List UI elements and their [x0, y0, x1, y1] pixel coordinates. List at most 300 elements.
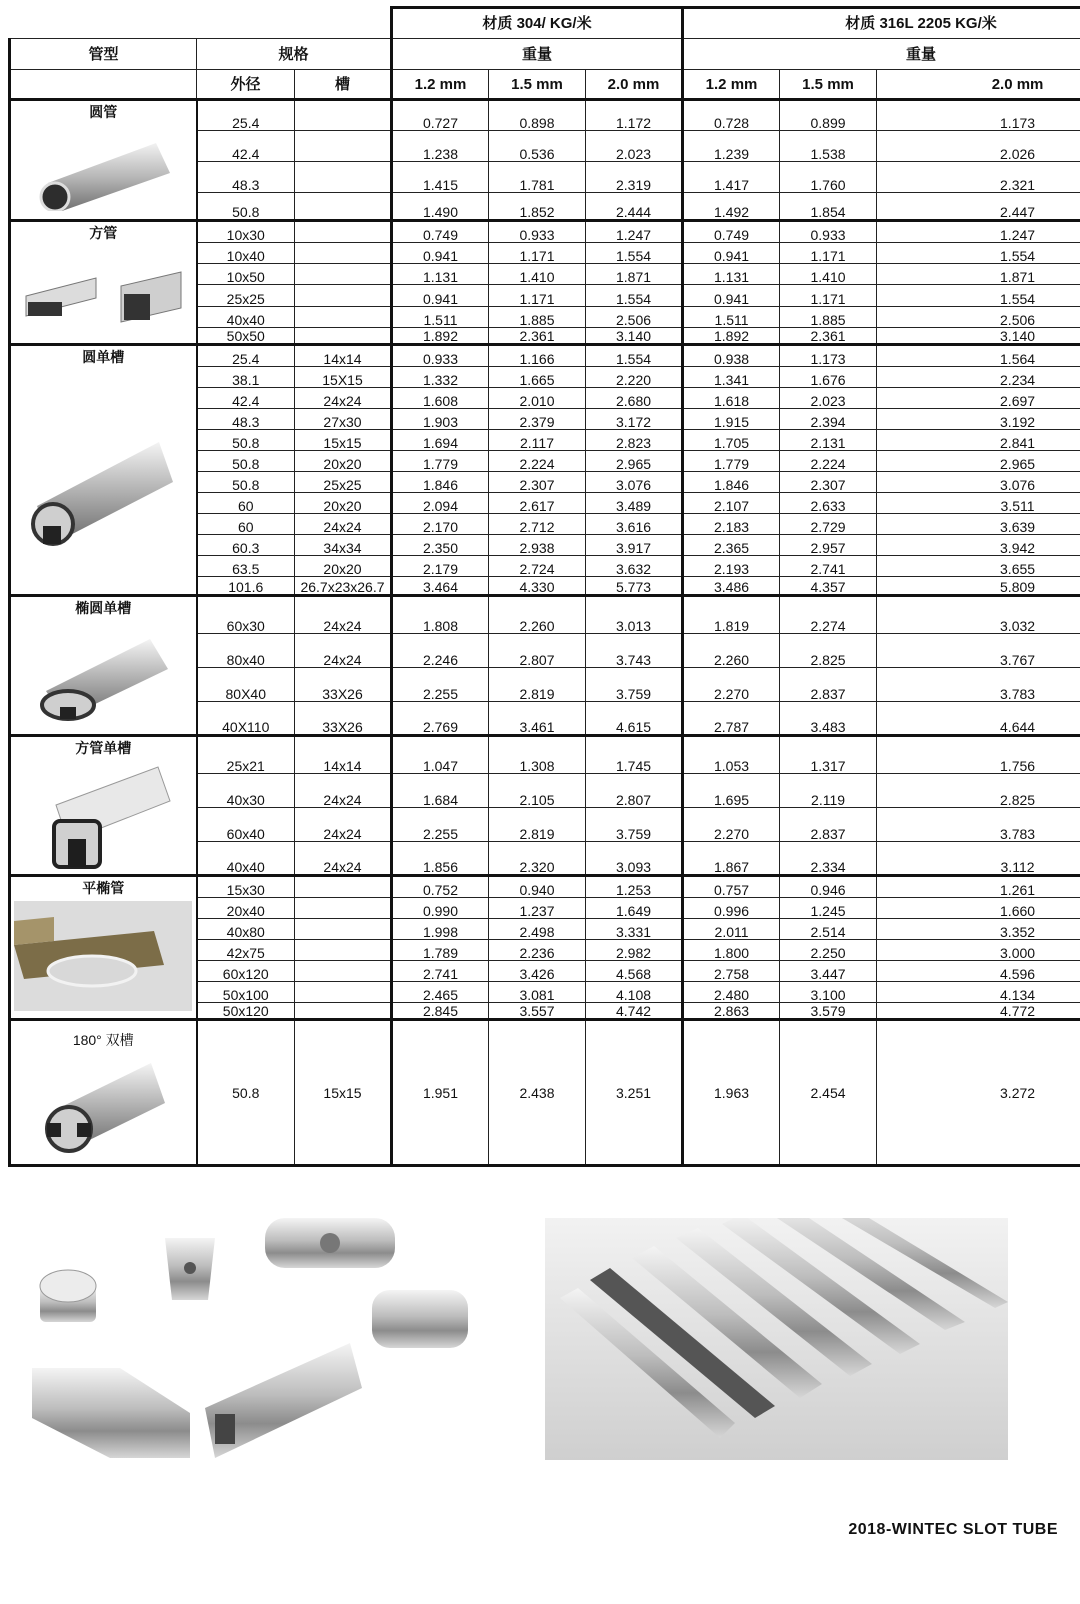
weight-cell: 3.783	[877, 808, 1080, 842]
weight-cell: 3.511	[877, 493, 1080, 514]
outer-diameter-cell: 42.4	[197, 388, 295, 409]
weight-cell: 3.100	[780, 982, 877, 1003]
weight-cell: 1.239	[683, 131, 780, 162]
weight-cell: 1.819	[683, 596, 780, 634]
weight-cell: 1.415	[392, 162, 489, 193]
weight-cell: 2.758	[683, 961, 780, 982]
weight-cell: 1.871	[586, 264, 683, 285]
outer-diameter-cell: 40x40	[197, 842, 295, 876]
weight-cell: 1.317	[780, 736, 877, 774]
outer-diameter-cell: 50x50	[197, 328, 295, 345]
table-row	[10, 345, 1080, 367]
weight-cell: 5.773	[586, 577, 683, 596]
weight-cell: 5.809	[877, 577, 1080, 596]
slot-cell	[295, 328, 392, 345]
weight-cell: 1.660	[877, 898, 1080, 919]
category-cell	[10, 221, 197, 345]
slot-cell	[295, 285, 392, 307]
weight-cell: 2.350	[392, 535, 489, 556]
weight-cell: 3.447	[780, 961, 877, 982]
weight-cell: 1.892	[683, 328, 780, 345]
weight-cell: 2.321	[877, 162, 1080, 193]
weight-cell: 2.260	[489, 596, 586, 634]
weight-cell: 1.695	[683, 774, 780, 808]
table-row	[10, 596, 1080, 634]
tube-type-header: 管型	[10, 39, 197, 70]
end-cap-fitting	[40, 1270, 96, 1322]
weight-header-316: 重量	[683, 39, 1080, 70]
weight-cell: 2.361	[489, 328, 586, 345]
weight-cell: 4.615	[586, 702, 683, 736]
weight-cell: 3.579	[780, 1003, 877, 1020]
slot-cell: 20x20	[295, 451, 392, 472]
weight-cell: 1.308	[489, 736, 586, 774]
weight-cell: 3.483	[780, 702, 877, 736]
weight-cell: 1.490	[392, 193, 489, 221]
weight-cell: 1.756	[877, 736, 1080, 774]
slot-cell	[295, 876, 392, 898]
weight-cell: 1.173	[780, 345, 877, 367]
weight-cell: 1.131	[683, 264, 780, 285]
slot-cell	[295, 264, 392, 285]
weight-cell: 2.787	[683, 702, 780, 736]
weight-cell: 1.173	[877, 100, 1080, 131]
weight-cell: 2.825	[877, 774, 1080, 808]
weight-header-304: 重量	[392, 39, 683, 70]
weight-cell: 2.957	[780, 535, 877, 556]
outer-diameter-cell: 40x30	[197, 774, 295, 808]
weight-cell: 0.941	[683, 243, 780, 264]
weight-cell: 3.464	[392, 577, 489, 596]
weight-cell: 3.759	[586, 668, 683, 702]
weight-cell: 1.608	[392, 388, 489, 409]
weight-cell: 3.076	[586, 472, 683, 493]
slot-cell: 24x24	[295, 596, 392, 634]
weight-cell: 4.644	[877, 702, 1080, 736]
weight-cell: 2.179	[392, 556, 489, 577]
slot-cell	[295, 162, 392, 193]
weight-cell: 3.076	[877, 472, 1080, 493]
bracket-fitting	[165, 1238, 215, 1300]
weight-cell: 1.852	[489, 193, 586, 221]
weight-cell: 2.617	[489, 493, 586, 514]
weight-cell: 1.885	[489, 307, 586, 328]
weight-cell: 2.480	[683, 982, 780, 1003]
category-cell	[10, 736, 197, 876]
slot-cell	[295, 100, 392, 131]
outer-diameter-cell: 63.5	[197, 556, 295, 577]
weight-cell: 3.112	[877, 842, 1080, 876]
weight-cell: 3.352	[877, 919, 1080, 940]
category-cell	[10, 876, 197, 1020]
weight-cell: 1.171	[780, 243, 877, 264]
slot-cell	[295, 193, 392, 221]
weight-cell: 0.938	[683, 345, 780, 367]
outer-diameter-cell: 40x80	[197, 919, 295, 940]
weight-cell: 2.447	[877, 193, 1080, 221]
weight-cell: 1.554	[586, 243, 683, 264]
weight-cell: 1.951	[392, 1020, 489, 1166]
table-row	[10, 1020, 1080, 1166]
weight-cell: 2.841	[877, 430, 1080, 451]
category-name: 180° 双槽	[72, 1032, 134, 1048]
weight-cell: 2.193	[683, 556, 780, 577]
weight-cell: 2.365	[683, 535, 780, 556]
weight-cell: 2.498	[489, 919, 586, 940]
slot-cell: 24x24	[295, 514, 392, 535]
weight-cell: 3.639	[877, 514, 1080, 535]
category-name: 方管单槽	[75, 740, 132, 756]
table-row	[10, 100, 1080, 131]
weight-cell: 3.743	[586, 634, 683, 668]
weight-cell: 3.140	[586, 328, 683, 345]
weight-cell: 1.171	[489, 285, 586, 307]
outer-diameter-cell: 10x50	[197, 264, 295, 285]
slot-cell: 27x30	[295, 409, 392, 430]
caption: 2018-WINTEC SLOT TUBE	[848, 1521, 1058, 1538]
category-name: 平椭管	[82, 880, 125, 896]
outer-diameter-cell: 40X110	[197, 702, 295, 736]
weight-cell: 1.892	[392, 328, 489, 345]
weight-cell: 2.236	[489, 940, 586, 961]
weight-cell: 1.410	[489, 264, 586, 285]
slot-cell: 24x24	[295, 842, 392, 876]
category-cell	[10, 596, 197, 736]
weight-cell: 1.053	[683, 736, 780, 774]
slot-cell: 34x34	[295, 535, 392, 556]
thickness-header: 1.5 mm	[489, 70, 586, 100]
double-slot-tube-icon	[11, 1053, 196, 1153]
weight-cell: 2.011	[683, 919, 780, 940]
outer-diameter-cell: 50.8	[197, 451, 295, 472]
weight-cell: 2.026	[877, 131, 1080, 162]
weight-table	[8, 6, 1080, 1167]
weight-cell: 3.172	[586, 409, 683, 430]
weight-cell: 4.568	[586, 961, 683, 982]
outer-diameter-cell: 42x75	[197, 940, 295, 961]
slot-cell: 20x20	[295, 556, 392, 577]
weight-cell: 1.915	[683, 409, 780, 430]
weight-cell: 1.554	[877, 285, 1080, 307]
weight-cell: 0.749	[683, 221, 780, 243]
weight-cell: 3.013	[586, 596, 683, 634]
weight-cell: 1.781	[489, 162, 586, 193]
outer-diameter-cell: 38.1	[197, 367, 295, 388]
thickness-header: 2.0 mm	[877, 70, 1080, 100]
weight-cell: 0.933	[489, 221, 586, 243]
weight-cell: 2.307	[489, 472, 586, 493]
weight-cell: 1.417	[683, 162, 780, 193]
weight-cell: 2.965	[877, 451, 1080, 472]
weight-cell: 2.255	[392, 668, 489, 702]
weight-cell: 0.946	[780, 876, 877, 898]
outer-diameter-cell: 50.8	[197, 472, 295, 493]
weight-cell: 3.272	[877, 1020, 1080, 1166]
weight-cell: 1.779	[683, 451, 780, 472]
weight-cell: 2.379	[489, 409, 586, 430]
weight-cell: 0.940	[489, 876, 586, 898]
weight-cell: 1.846	[392, 472, 489, 493]
weight-cell: 1.554	[586, 345, 683, 367]
weight-cell: 0.899	[780, 100, 877, 131]
weight-cell: 2.982	[586, 940, 683, 961]
weight-cell: 2.394	[780, 409, 877, 430]
weight-cell: 3.942	[877, 535, 1080, 556]
weight-cell: 0.941	[683, 285, 780, 307]
slot-tube-section	[205, 1343, 362, 1458]
weight-cell: 2.514	[780, 919, 877, 940]
slot-tube-lineup-photo	[545, 1218, 1008, 1460]
weight-cell: 4.134	[877, 982, 1080, 1003]
weight-cell: 1.789	[392, 940, 489, 961]
outer-diameter-cell: 50.8	[197, 430, 295, 451]
weight-cell: 2.633	[780, 493, 877, 514]
slot-cell: 33X26	[295, 668, 392, 702]
category-cell	[10, 1020, 197, 1166]
slot-cell: 15x15	[295, 430, 392, 451]
weight-cell: 2.117	[489, 430, 586, 451]
outer-diameter-cell: 25.4	[197, 100, 295, 131]
weight-cell: 1.665	[489, 367, 586, 388]
blank-header-cell	[10, 70, 197, 100]
oval-slot-tube-icon	[11, 621, 196, 721]
table-row	[10, 736, 1080, 774]
weight-cell: 3.093	[586, 842, 683, 876]
weight-cell: 0.996	[683, 898, 780, 919]
weight-cell: 2.255	[392, 808, 489, 842]
weight-cell: 1.492	[683, 193, 780, 221]
weight-cell: 3.767	[877, 634, 1080, 668]
outer-diameter-cell: 60x40	[197, 808, 295, 842]
weight-cell: 2.224	[489, 451, 586, 472]
weight-cell: 1.410	[780, 264, 877, 285]
weight-cell: 2.506	[586, 307, 683, 328]
weight-cell: 4.108	[586, 982, 683, 1003]
weight-cell: 1.131	[392, 264, 489, 285]
weight-cell: 1.705	[683, 430, 780, 451]
category-name: 圆管	[89, 104, 118, 120]
weight-cell: 1.800	[683, 940, 780, 961]
weight-cell: 2.010	[489, 388, 586, 409]
weight-cell: 2.697	[877, 388, 1080, 409]
weight-cell: 0.941	[392, 243, 489, 264]
thickness-header: 2.0 mm	[586, 70, 683, 100]
weight-cell: 2.224	[780, 451, 877, 472]
outer-diameter-cell: 60.3	[197, 535, 295, 556]
weight-cell: 1.253	[586, 876, 683, 898]
weight-cell: 1.694	[392, 430, 489, 451]
weight-cell: 0.728	[683, 100, 780, 131]
weight-cell: 0.933	[780, 221, 877, 243]
weight-cell: 2.105	[489, 774, 586, 808]
weight-cell: 3.331	[586, 919, 683, 940]
outer-diameter-cell: 101.6	[197, 577, 295, 596]
weight-cell: 2.107	[683, 493, 780, 514]
weight-cell: 2.094	[392, 493, 489, 514]
weight-cell: 1.856	[392, 842, 489, 876]
weight-cell: 2.863	[683, 1003, 780, 1020]
weight-cell: 1.745	[586, 736, 683, 774]
outer-diameter-cell: 50.8	[197, 1020, 295, 1166]
corner-elbow-fitting	[32, 1368, 190, 1458]
outer-diameter-cell: 25x25	[197, 285, 295, 307]
slot-cell: 15x15	[295, 1020, 392, 1166]
weight-cell: 0.727	[392, 100, 489, 131]
weight-cell: 2.307	[780, 472, 877, 493]
weight-cell: 1.779	[392, 451, 489, 472]
weight-cell: 2.837	[780, 668, 877, 702]
outer-diameter-header: 外径	[197, 70, 295, 100]
weight-cell: 3.032	[877, 596, 1080, 634]
weight-cell: 1.998	[392, 919, 489, 940]
weight-cell: 2.320	[489, 842, 586, 876]
category-cell	[10, 100, 197, 221]
weight-cell: 2.170	[392, 514, 489, 535]
weight-cell: 3.917	[586, 535, 683, 556]
outer-diameter-cell: 20x40	[197, 898, 295, 919]
weight-cell: 3.486	[683, 577, 780, 596]
weight-cell: 2.131	[780, 430, 877, 451]
weight-cell: 4.357	[780, 577, 877, 596]
weight-cell: 2.938	[489, 535, 586, 556]
accessories-photo-strip	[0, 1218, 1080, 1518]
weight-cell: 1.867	[683, 842, 780, 876]
slot-cell: 24x24	[295, 808, 392, 842]
weight-cell: 3.426	[489, 961, 586, 982]
slot-cell	[295, 898, 392, 919]
weight-cell: 0.941	[392, 285, 489, 307]
weight-cell: 1.247	[877, 221, 1080, 243]
slot-cell: 15X15	[295, 367, 392, 388]
category-name: 方管	[89, 225, 118, 241]
thickness-header: 1.2 mm	[683, 70, 780, 100]
weight-cell: 3.557	[489, 1003, 586, 1020]
weight-cell: 1.247	[586, 221, 683, 243]
weight-cell: 2.023	[586, 131, 683, 162]
slot-cell	[295, 919, 392, 940]
square-tube-icon	[11, 246, 196, 328]
weight-cell: 1.341	[683, 367, 780, 388]
weight-cell: 2.260	[683, 634, 780, 668]
slot-cell	[295, 961, 392, 982]
outer-diameter-cell: 60x30	[197, 596, 295, 634]
weight-cell: 2.823	[586, 430, 683, 451]
weight-cell: 1.511	[392, 307, 489, 328]
weight-cell: 2.454	[780, 1020, 877, 1166]
slot-cell	[295, 221, 392, 243]
weight-cell: 0.898	[489, 100, 586, 131]
table-row	[10, 876, 1080, 898]
table-row	[10, 221, 1080, 243]
slot-cell: 24x24	[295, 388, 392, 409]
weight-cell: 2.724	[489, 556, 586, 577]
weight-cell: 2.807	[489, 634, 586, 668]
weight-cell: 4.330	[489, 577, 586, 596]
square-slot-tube-icon	[11, 761, 196, 871]
weight-cell: 1.237	[489, 898, 586, 919]
weight-cell: 2.334	[780, 842, 877, 876]
weight-cell: 3.489	[586, 493, 683, 514]
weight-cell: 1.047	[392, 736, 489, 774]
weight-cell: 1.172	[586, 100, 683, 131]
weight-cell: 2.444	[586, 193, 683, 221]
material-304-header: 材质 304/ KG/米	[392, 8, 683, 39]
weight-cell: 1.760	[780, 162, 877, 193]
weight-cell: 2.741	[392, 961, 489, 982]
outer-diameter-cell: 50.8	[197, 193, 295, 221]
weight-cell: 3.251	[586, 1020, 683, 1166]
weight-cell: 2.250	[780, 940, 877, 961]
round-tube-icon	[11, 125, 196, 211]
flat-oval-tube-icon	[11, 901, 196, 1011]
slot-cell: 26.7x23x26.7	[295, 577, 392, 596]
weight-cell: 2.769	[392, 702, 489, 736]
slot-cell	[295, 982, 392, 1003]
weight-cell: 1.676	[780, 367, 877, 388]
outer-diameter-cell: 50x100	[197, 982, 295, 1003]
weight-cell: 1.618	[683, 388, 780, 409]
spec-header: 规格	[197, 39, 392, 70]
weight-cell: 2.807	[586, 774, 683, 808]
weight-cell: 2.246	[392, 634, 489, 668]
weight-cell: 3.616	[586, 514, 683, 535]
blank-corner	[10, 8, 392, 39]
weight-cell: 1.871	[877, 264, 1080, 285]
outer-diameter-cell: 60x120	[197, 961, 295, 982]
weight-cell: 0.749	[392, 221, 489, 243]
slot-cell: 14x14	[295, 345, 392, 367]
connector-fitting	[372, 1290, 468, 1348]
adjustable-elbow-fitting	[265, 1218, 395, 1268]
weight-cell: 1.564	[877, 345, 1080, 367]
thickness-header: 1.5 mm	[780, 70, 877, 100]
slot-cell: 33X26	[295, 702, 392, 736]
weight-cell: 2.270	[683, 668, 780, 702]
weight-cell: 2.741	[780, 556, 877, 577]
weight-cell: 4.742	[586, 1003, 683, 1020]
spec-sheet	[8, 6, 1058, 1167]
outer-diameter-cell: 25.4	[197, 345, 295, 367]
weight-cell: 2.183	[683, 514, 780, 535]
weight-cell: 1.903	[392, 409, 489, 430]
weight-cell: 1.808	[392, 596, 489, 634]
outer-diameter-cell: 25x21	[197, 736, 295, 774]
weight-cell: 2.819	[489, 808, 586, 842]
weight-cell: 1.684	[392, 774, 489, 808]
weight-cell: 1.854	[780, 193, 877, 221]
weight-cell: 1.511	[683, 307, 780, 328]
weight-cell: 2.023	[780, 388, 877, 409]
weight-cell: 1.171	[780, 285, 877, 307]
weight-cell: 3.655	[877, 556, 1080, 577]
weight-cell: 1.885	[780, 307, 877, 328]
weight-cell: 2.220	[586, 367, 683, 388]
slot-cell: 24x24	[295, 634, 392, 668]
weight-cell: 2.438	[489, 1020, 586, 1166]
weight-cell: 0.536	[489, 131, 586, 162]
slot-header: 槽	[295, 70, 392, 100]
weight-cell: 1.238	[392, 131, 489, 162]
weight-cell: 1.171	[489, 243, 586, 264]
weight-cell: 0.752	[392, 876, 489, 898]
weight-cell: 3.759	[586, 808, 683, 842]
material-316-header: 材质 316L 2205 KG/米	[683, 8, 1080, 39]
slot-cell: 24x24	[295, 774, 392, 808]
weight-cell: 2.274	[780, 596, 877, 634]
weight-cell: 4.772	[877, 1003, 1080, 1020]
slot-cell: 25x25	[295, 472, 392, 493]
outer-diameter-cell: 10x40	[197, 243, 295, 264]
